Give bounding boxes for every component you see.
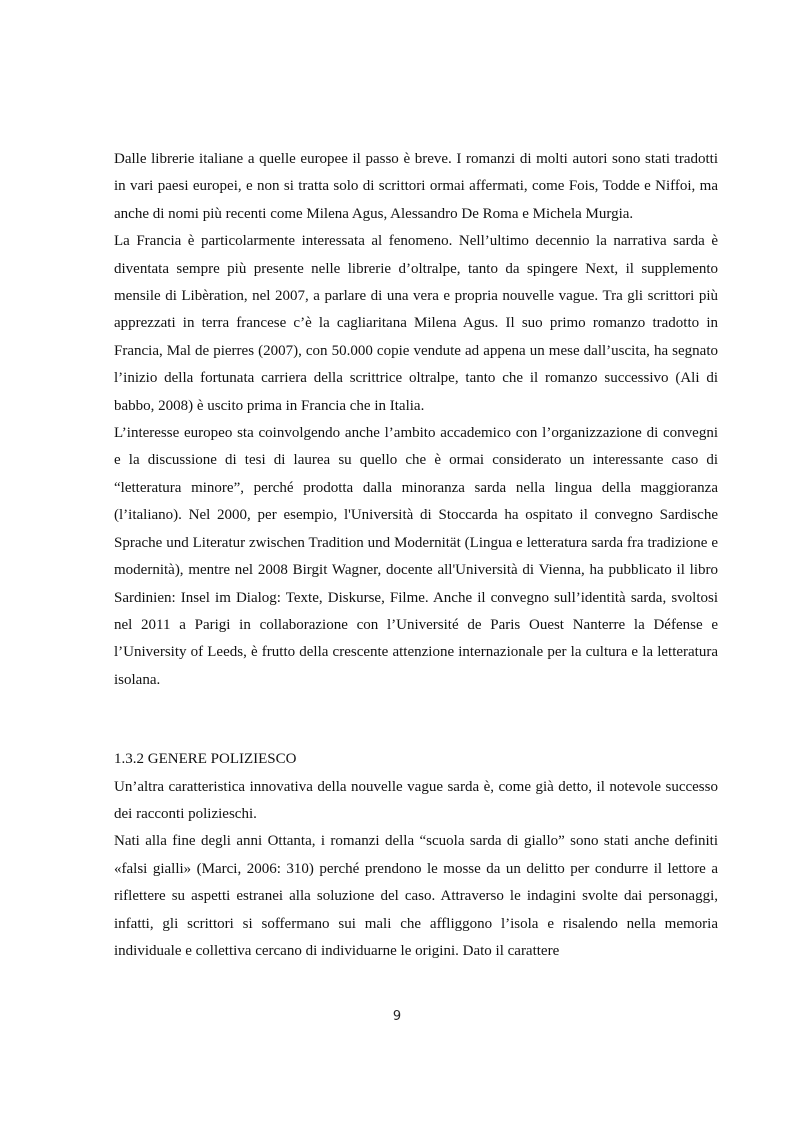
section-heading: 1.3.2 GENERE POLIZIESCO bbox=[114, 751, 297, 768]
page-number: 9 bbox=[392, 1009, 402, 1024]
paragraph-1: Dalle librerie italiane a quelle europee il passo è breve. I romanzi di molti autori sono stati tradotti in vari paesi europei, e non si tratta solo di scrittori ormai affermati, come Fois, Todde e Niffoi, ma anche di nomi più recenti come Milena Agus, Alessandro De Roma e Michela Murgia. bbox=[114, 151, 718, 222]
document-page-body bbox=[114, 146, 718, 965]
paragraph-3: L’interesse europeo sta coinvolgendo anche l’ambito accademico con l’organizzazione di convegni e la discussione di tesi di laurea su quello che è ormai considerato un interessante caso di “letteratura minore”, perché prodotta dalla minoranza sarda nella lingua della maggioranza (l’italiano). Nel 2000, per esempio, l'Università di Stoccarda ha ospitato il convegno Sardische Sprache und Literatur zwischen Tradition und Modernität (Lingua e letteratura sarda fra tradizione e modernità), mentre nel 2008 Birgit Wagner, docente all'Università di Vienna, ha pubblicato il libro Sardinien: Insel im Dialog: Texte, Diskurse, Filme. Anche il convegno sull’identità sarda, svoltosi nel 2011 a Parigi in collaborazione con l’Université de Paris Ouest Nanterre la Défense e l’University of Leeds, è frutto della crescente attenzione internazionale per la cultura e la letteratura isolana. bbox=[114, 425, 718, 688]
paragraph-2: La Francia è particolarmente interessata al fenomeno. Nell’ultimo decennio la narrativa sarda è diventata sempre più presente nelle librerie d’oltralpe, tanto da spingere Next, il supplemento mensile di Libèration, nel 2007, a parlare di una vera e propria nouvelle vague. Tra gli scrittori più apprezzati in terra francese c’è la cagliaritana Milena Agus. Il suo primo romanzo tradotto in Francia, Mal de pierres (2007), con 50.000 copie vendute ad appena un mese dall’uscita, ha segnato l’inizio della fortunata carriera della scrittrice oltralpe, tanto che il romanzo successivo (Ali di babbo, 2008) è uscito prima in Francia che in Italia. bbox=[114, 233, 718, 414]
section-spacer bbox=[114, 694, 718, 746]
paragraph-4: Un’altra caratteristica innovativa della nouvelle vague sarda è, come già detto, il notevole successo dei racconti polizieschi. bbox=[114, 778, 718, 822]
paragraph-5: Nati alla fine degli anni Ottanta, i romanzi della “scuola sarda di giallo” sono stati anche definiti «falsi gialli» (Marci, 2006: 310) perché prendono le mosse da un delitto per condurre il lettore a riflettere su aspetti estranei alla soluzione del caso. Attraverso le indagini svolte dai personaggi, infatti, gli scrittori si soffermano sui mali che affliggono l’isola e risalendo nella memoria individuale e collettiva cercano di individuarne le origini. Dato il carattere bbox=[114, 833, 718, 959]
